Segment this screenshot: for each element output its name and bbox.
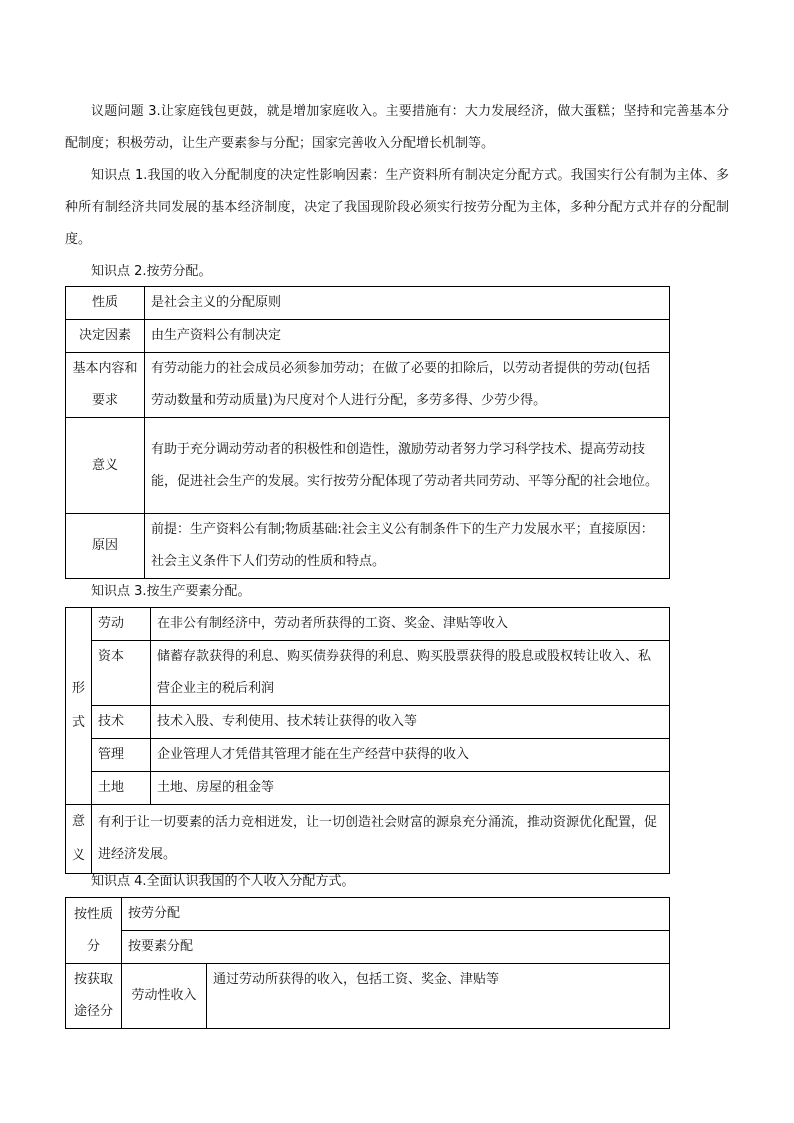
form-label-char-1: 形 <box>71 681 85 696</box>
table-row <box>66 772 670 805</box>
form-label-cell <box>66 608 92 805</box>
by-nature-label: 按性质分 <box>66 898 122 964</box>
row-text-significance: 有助于充分调动劳动者的积极性和创造性，激励劳动者努力学习科学技术、提高劳动技能，促进社会生产的发展。实行按劳分配体现了劳动者共同劳动、平等分配的社会地位。 <box>145 418 670 514</box>
table-row <box>66 898 670 931</box>
distribution-by-factors-table <box>65 607 670 874</box>
table-row <box>66 739 670 772</box>
form-label-land: 土地 <box>92 772 151 805</box>
table-row <box>66 608 670 641</box>
by-nature-item-factors: 按要素分配 <box>122 931 670 964</box>
row-text-content: 有劳动能力的社会成员必须参加劳动；在做了必要的扣除后，以劳动者提供的劳动(包括劳动数量和劳动质量)为尺度对个人进行分配，多劳多得、少劳少得。 <box>145 353 670 418</box>
row-label-reason: 原因 <box>66 514 145 579</box>
table-row <box>66 805 670 874</box>
row-label-nature: 性质 <box>66 287 145 320</box>
knowledge-point-3-heading: 知识点 3.按生产要素分配。 <box>91 584 251 599</box>
form-text-management: 企业管理人才凭借其管理才能在生产经营中获得的收入 <box>151 739 670 772</box>
meaning-label-char-2: 义 <box>71 848 85 863</box>
form-text-labor: 在非公有制经济中，劳动者所获得的工资、奖金、津贴等收入 <box>151 608 670 641</box>
knowledge-point-1-paragraph: 知识点 1.我国的收入分配制度的决定性影响因素：生产资料所有制决定分配方式。我国实行公有制为主体、多种所有制经济共同发展的基本经济制度，决定了我国现阶段必须实行按劳分配为主体，多种分配方式并存的分配制度。 <box>65 168 729 247</box>
row-text-reason: 前提：生产资料公有制;物质基础:社会主义公有制条件下的生产力发展水平；直接原因：社会主义条件下人们劳动的性质和特点。 <box>145 514 670 579</box>
by-nature-item-labor: 按劳分配 <box>122 898 670 931</box>
row-label-content: 基本内容和要求 <box>66 353 145 418</box>
distribution-by-labor-table <box>65 286 670 579</box>
personal-income-distribution-table <box>65 897 670 1029</box>
table-row <box>66 418 670 514</box>
table-row <box>66 353 670 418</box>
table-row <box>66 706 670 739</box>
form-text-capital: 储蓄存款获得的利息、购买债券获得的利息、购买股票获得的股息或股权转让收入、私营企业主的税后利润 <box>151 641 670 706</box>
table-row <box>66 320 670 353</box>
meaning-label-cell <box>66 805 92 874</box>
row-text-determinant: 由生产资料公有制决定 <box>145 320 670 353</box>
form-label-labor: 劳动 <box>92 608 151 641</box>
row-label-determinant: 决定因素 <box>66 320 145 353</box>
form-text-technology: 技术入股、专利使用、技术转让获得的收入等 <box>151 706 670 739</box>
row-text-nature: 是社会主义的分配原则 <box>145 287 670 320</box>
knowledge-point-4-heading: 知识点 4.全面认识我国的个人收入分配方式。 <box>91 874 355 889</box>
table-row <box>66 287 670 320</box>
form-label-management: 管理 <box>92 739 151 772</box>
table-row <box>66 641 670 706</box>
form-label-char-2: 式 <box>71 715 85 730</box>
form-text-land: 土地、房屋的租金等 <box>151 772 670 805</box>
meaning-label-char-1: 意 <box>71 814 85 829</box>
by-source-label: 按获取途径分 <box>66 964 122 1029</box>
form-label-capital: 资本 <box>92 641 151 706</box>
form-label-technology: 技术 <box>92 706 151 739</box>
labor-income-text: 通过劳动所获得的收入，包括工资、奖金、津贴等 <box>207 964 670 1029</box>
meaning-text: 有利于让一切要素的活力竞相迸发，让一切创造社会财富的源泉充分涌流，推动资源优化配置，促进经济发展。 <box>92 805 670 874</box>
labor-income-label: 劳动性收入 <box>122 964 207 1029</box>
issue-question-paragraph: 议题问题 3.让家庭钱包更鼓，就是增加家庭收入。主要措施有：大力发展经济，做大蛋糕；坚持和完善基本分配制度；积极劳动，让生产要素参与分配；国家完善收入分配增长机制等。 <box>65 104 729 151</box>
knowledge-point-2-heading: 知识点 2.按劳分配。 <box>91 264 212 279</box>
row-label-significance: 意义 <box>66 418 145 514</box>
table-row <box>66 931 670 964</box>
table-row <box>66 964 670 1029</box>
table-row <box>66 514 670 579</box>
